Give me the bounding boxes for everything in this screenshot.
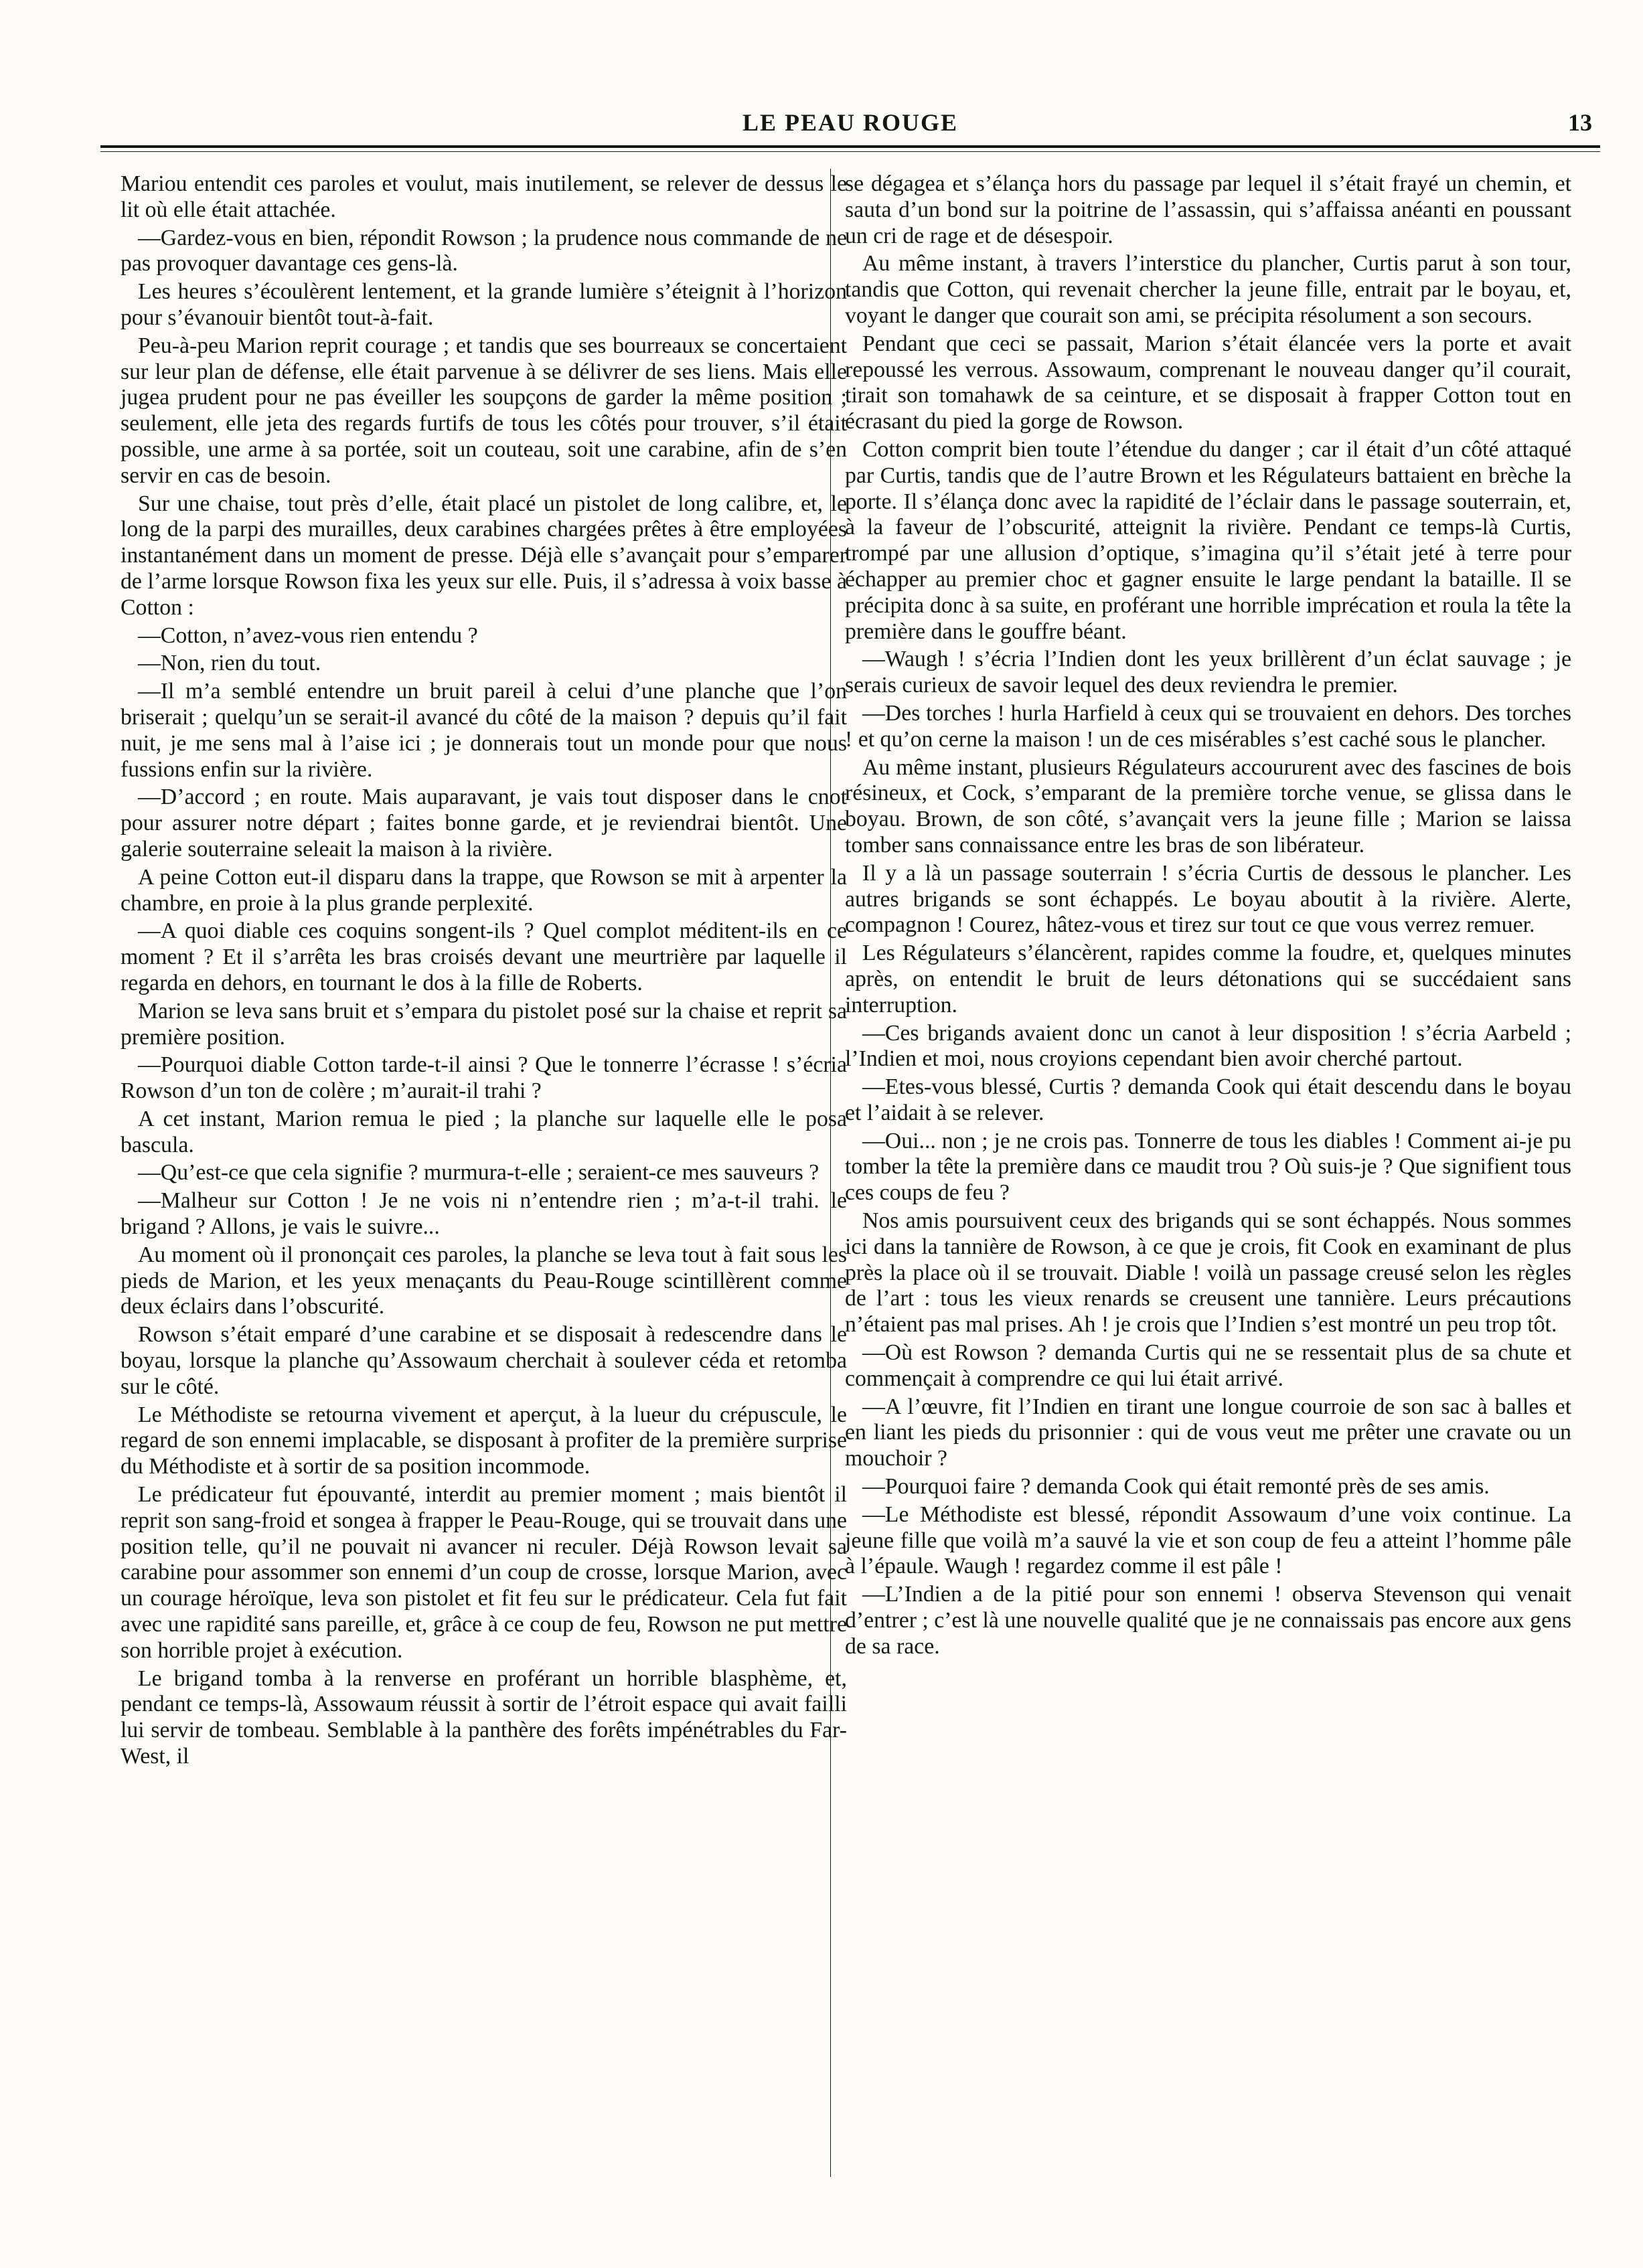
paragraph: —Non, rien du tout. bbox=[138, 651, 321, 676]
paragraph: A peine Cotton eut-il disparu dans la trappe, que Rowson se mit à arpenter la chambre, en proie à la plus grande perplexité. bbox=[121, 864, 847, 916]
paragraph: —Oui... non ; je ne crois pas. Tonnerre de tous les diables ! Comment ai-je pu tomber la tête la première dans ce maudit trou ? Où suis-je ? Que signifient tous ces coups de feu ? bbox=[845, 1128, 1571, 1206]
paragraph: Au même instant, plusieurs Régulateurs accoururent avec des fascines de bois résineux, et Cock, s’emparant de la première torche venue, se glissa dans le boyau. Brown, de son côté, s’avançait vers la jeune fille ; Marion se laissa tomber sans connaissance entre les bras de son libérateur. bbox=[845, 754, 1571, 858]
paragraph: Au moment où il prononçait ces paroles, la planche se leva tout à fait sous les pieds de Marion, et les yeux menaçants du Peau-Rouge scintillèrent comme deux éclairs dans l’obscurité. bbox=[121, 1242, 847, 1319]
paragraph: —A l’œuvre, fit l’Indien en tirant une longue courroie de son sac à balles et en liant les pieds du prisonnier : qui de vous veut me prêter une cravate ou un mouchoir ? bbox=[845, 1394, 1571, 1471]
paragraph: —Où est Rowson ? demanda Curtis qui ne se ressentait plus de sa chute et commençait à comprendre ce qui lui était arrivé. bbox=[845, 1340, 1571, 1391]
right-column bbox=[845, 171, 1571, 1662]
paragraph: —Cotton, n’avez-vous rien entendu ? bbox=[138, 623, 478, 648]
paragraph: —Qu’est-ce que cela signifie ? murmura-t-elle ; seraient-ce mes sauveurs ? bbox=[138, 1160, 819, 1186]
paragraph: Nos amis poursuivent ceux des brigands qui se sont échappés. Nous sommes ici dans la tannière de Rowson, à ce que je crois, fit Cook en examinant de plus près la place où il se trouvait. Diable ! voilà un passage creusé selon les règles de l’art : tous les vieux renards se creusent une tannière. Leurs précautions n’étaient pas mal prises. Ah ! je crois que l’Indien s’est montré un peu trop tôt. bbox=[845, 1208, 1571, 1338]
paragraph: A cet instant, Marion remua le pied ; la planche sur laquelle elle le posa bascula. bbox=[121, 1106, 847, 1157]
paragraph: —D’accord ; en route. Mais auparavant, je vais tout disposer dans le cnot pour assurer notre départ ; faites bonne garde, et je reviendrai bientôt. Une galerie souterraine seleait la maison à la rivière. bbox=[121, 785, 847, 862]
paragraph: Les heures s’écoulèrent lentement, et la grande lumière s’éteignit à l’horizon pour s’évanouir bientôt tout-à-fait. bbox=[121, 279, 847, 330]
paragraph: Le Méthodiste se retourna vivement et aperçut, à la lueur du crépuscule, le regard de son ennemi implacable, se disposant à profiter de la première surprise du Méthodiste et à sortir de sa position incommode. bbox=[121, 1402, 847, 1479]
column-divider bbox=[830, 169, 831, 2177]
paragraph: —Le Méthodiste est blessé, répondit Assowaum d’une voix continue. La jeune fille que voilà m’a sauvé la vie et son coup de feu a atteint l’homme pâle à l’épaule. Waugh ! regardez comme il est pâle ! bbox=[845, 1502, 1571, 1579]
paragraph: —Ces brigands avaient donc un canot à leur disposition ! s’écria Aarbeld ; l’Indien et moi, nous croyions cependant bien avoir cherché partout. bbox=[845, 1020, 1571, 1072]
paragraph: Peu-à-peu Marion reprit courage ; et tandis que ses bourreaux se concertaient sur leur plan de défense, elle était parvenue à se délivrer de ses liens. Mais elle jugea prudent pour ne pas éveiller les soupçons de garder la même position ; seulement, elle jeta des regards furtifs de tous les côtés pour trouver, s’il était possible, une arme à sa portée, soit un couteau, soit une carabine, afin de s’en servir en cas de besoin. bbox=[121, 333, 847, 488]
paragraph: Il y a là un passage souterrain ! s’écria Curtis de dessous le plancher. Les autres brigands se sont échappés. Le boyau aboutit à la rivière. Alerte, compagnon ! Courez, hâtez-vous et tirez sur tout ce que vous verrez remuer. bbox=[845, 860, 1571, 938]
paragraph: Mariou entendit ces paroles et voulut, mais inutilement, se relever de dessus le lit où elle était attachée. bbox=[121, 171, 847, 222]
paragraph: Au même instant, à travers l’interstice du plancher, Curtis parut à son tour, tandis que Cotton, qui revenait chercher la jeune fille, entrait par le boyau, et, voyant le danger que courait son ami, se précipita résolument a son secours. bbox=[845, 251, 1571, 328]
paragraph: —Malheur sur Cotton ! Je ne vois ni n’entendre rien ; m’a-t-il trahi. le brigand ? Allons, je vais le suivre... bbox=[121, 1188, 847, 1240]
header-rule-thin bbox=[100, 151, 1600, 152]
paragraph: —Gardez-vous en bien, répondit Rowson ; la prudence nous commande de ne pas provoquer davantage ces gens-là. bbox=[121, 225, 847, 276]
paragraph: —A quoi diable ces coquins songent-ils ? Quel complot méditent-ils en ce moment ? Et il s’arrêta les bras croisés devant une meurtrière par laquelle il regarda en dehors, en tournant le dos à la fille de Roberts. bbox=[121, 918, 847, 995]
paragraph: —Pourquoi diable Cotton tarde-t-il ainsi ? Que le tonnerre l’écrasse ! s’écria Rowson d’un ton de colère ; m’aurait-il trahi ? bbox=[121, 1052, 847, 1104]
paragraph: Les Régulateurs s’élancèrent, rapides comme la foudre, et, quelques minutes après, on entendit le bruit de leurs détonations qui se succédaient sans interruption. bbox=[845, 941, 1571, 1018]
paragraph: se dégagea et s’élança hors du passage par lequel il s’était frayé un chemin, et sauta d’un bond sur la poitrine de l’assassin, qui s’affaissa anéanti en poussant un cri de rage et de désespoir. bbox=[845, 171, 1571, 248]
paragraph: Cotton comprit bien toute l’étendue du danger ; car il était d’un côté attaqué par Curtis, tandis que de l’autre Brown et les Régulateurs battaient en brèche la porte. Il s’élança donc avec la rapidité de l’éclair dans le passage souterrain, et, à la faveur de l’obscurité, atteignit la rivière. Pendant ce temps-là Curtis, trompé par une allusion d’optique, s’imagina qu’il s’était jeté à terre pour échapper au premier choc et gagner ensuite le large pendant la bataille. Il se précipita donc à sa suite, en proférant une horrible imprécation et roula la tête la première dans le gouffre béant. bbox=[845, 436, 1571, 644]
paragraph: Marion se leva sans bruit et s’empara du pistolet posé sur la chaise et reprit sa première position. bbox=[121, 998, 847, 1050]
paragraph: Le prédicateur fut épouvanté, interdit au premier moment ; mais bientôt il reprit son sang-froid et songea à frapper le Peau-Rouge, qui se trouvait dans une position telle, qu’il ne pouvait ni avancer ni reculer. Déjà Rowson levait sa carabine pour assommer son ennemi d’un coup de crosse, lorsque Marion, avec un courage héroïque, leva son pistolet et fit feu sur le prédicateur. Cela fut fait avec une rapidité sans pareille, et, grâce à ce coup de feu, Rowson ne put mettre son horrible projet à exécution. bbox=[121, 1482, 847, 1663]
left-column bbox=[121, 171, 847, 1772]
paragraph: —Des torches ! hurla Harfield à ceux qui se trouvaient en dehors. Des torches ! et qu’on cerne la maison ! un de ces misérables s’est caché sous le plancher. bbox=[845, 700, 1571, 752]
paragraph: —Waugh ! s’écria l’Indien dont les yeux brillèrent d’un éclat sauvage ; je serais curieux de savoir lequel des deux reviendra le premier. bbox=[845, 647, 1571, 698]
paragraph: Sur une chaise, tout près d’elle, était placé un pistolet de long calibre, et, le long de la parpi des murailles, deux carabines chargées prêtes à être employées instantanément dans un moment de presse. Déjà elle s’avançait pour s’emparer de l’arme lorsque Rowson fixa les yeux sur elle. Puis, il s’adressa à voix basse à Cotton : bbox=[121, 491, 847, 620]
page-number: 13 bbox=[1568, 109, 1592, 136]
paragraph: Pendant que ceci se passait, Marion s’était élancée vers la porte et avait repoussé les verrous. Assowaum, comprenant le nouveau danger qu’il courait, tirait son tomahawk de sa ceinture, et se disposait à frapper Cotton tout en écrasant du pied la gorge de Rowson. bbox=[845, 331, 1571, 434]
paragraph: —Pourquoi faire ? demanda Cook qui était remonté près de ses amis. bbox=[862, 1474, 1490, 1500]
running-title: LE PEAU ROUGE bbox=[742, 109, 959, 136]
paragraph: —Il m’a semblé entendre un bruit pareil à celui d’une planche que l’on briserait ; quelqu’un se serait-il avancé du côté de la maison ? depuis qu’il fait nuit, je me sens mal à l’aise ici ; je donnerais tout un monde pour que nous fussions enfin sur la rivière. bbox=[121, 679, 847, 782]
paragraph: —Etes-vous blessé, Curtis ? demanda Cook qui était descendu dans le boyau et l’aidait à se relever. bbox=[845, 1074, 1571, 1125]
paragraph: Rowson s’était emparé d’une carabine et se disposait à redescendre dans le boyau, lorsque la planche qu’Assowaum cherchait à soulever céda et retomba sur le côté. bbox=[121, 1322, 847, 1399]
page-header bbox=[100, 106, 1600, 146]
header-rule-thick bbox=[100, 145, 1600, 148]
paragraph: —L’Indien a de la pitié pour son ennemi ! observa Stevenson qui venait d’entrer ; c’est là une nouvelle qualité que je ne connaissais pas encore aux gens de sa race. bbox=[845, 1582, 1571, 1659]
paragraph: Le brigand tomba à la renverse en proférant un horrible blasphème, et, pendant ce temps-là, Assowaum réussit à sortir de l’étroit espace qui avait failli lui servir de tombeau. Semblable à la panthère des forêts impénétrables du Far-West, il bbox=[121, 1666, 847, 1769]
